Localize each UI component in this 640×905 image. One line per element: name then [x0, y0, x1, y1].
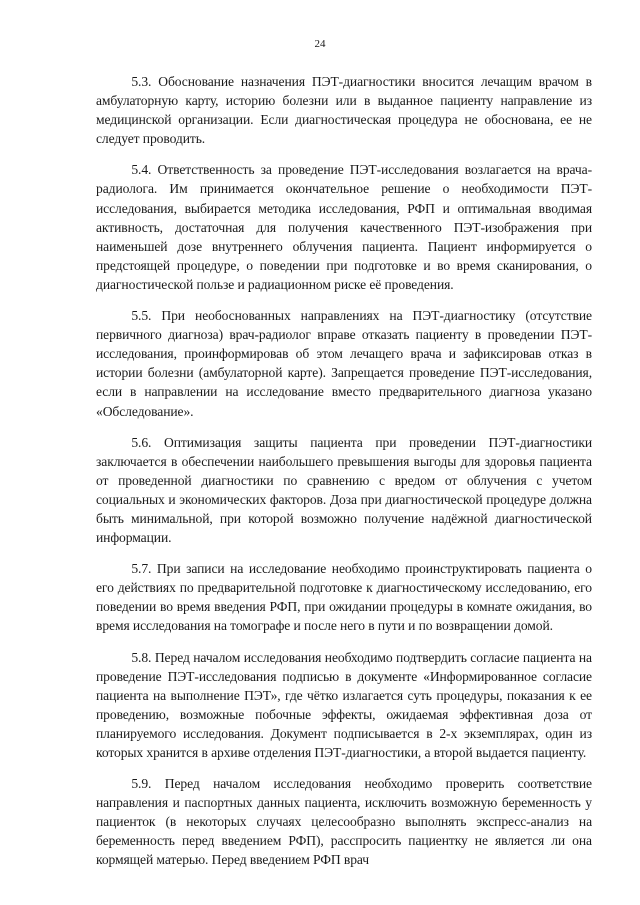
paragraph-5-5: 5.5. При необоснованных направлениях на ПЭТ-диагностику (отсутствие первичного диагноза) врач-радиолог вправе отказать пациенту в проведении ПЭТ-исследования, проинформировав об этом лечащего врача и зафиксировав отказ в истории болезни (амбулаторной карте). Запрещается проведение ПЭТ-исследования, если в направлении на исследование вместо предварительного диагноза указано «Обследование». [96, 308, 592, 419]
page-number: 24 [314, 38, 326, 50]
paragraph-5-8: 5.8. Перед началом исследования необходимо подтвердить согласие пациента на проведение ПЭТ-исследования подписью в документе «Информированное согласие пациента на выполнение ПЭТ», где чётко излагается суть процедуры, показания к ее проведению, возможные побочные эффекты, ожидаемая эффективная доза от планируемого исследования. Документ подписывается в 2-х экземплярах, один из которых хранится в архиве отделения ПЭТ-диагностики, а второй выдается пациенту. [96, 649, 592, 760]
paragraph-5-7: 5.7. При записи на исследование необходимо проинструктировать пациента о его действиях по предварительной подготовке к диагностическому исследованию, его поведении во время введения РФП, при ожидании процедуры в комнате ожидания, во время исследования на томографе и после него в пути и по возвращении домой. [96, 561, 592, 634]
document-body [96, 72, 592, 882]
paragraph-5-4: 5.4. Ответственность за проведение ПЭТ-исследования возлагается на врача-радиолога. Им принимается окончательное решение о необходимости ПЭТ-исследования, выбирается методика исследования, РФП и оптимальная вводимая активность, достаточная для получения качественного ПЭТ-изображения при наименьшей дозе внутреннего облучения пациента. Пациент информируется о предстоящей процедуре, о поведении при подготовке и во время сканирования, о диагностической пользе и радиационном риске её проведения. [96, 162, 592, 292]
paragraph-5-6: 5.6. Оптимизация защиты пациента при проведении ПЭТ-диагностики заключается в обеспечении наибольшего превышения выгоды для здоровья пациента от проведенной диагностики по сравнению с вредом от облучения с учетом социальных и экономических факторов. Доза при диагностической процедуре должна быть минимальной, при которой возможно получение надёжной диагностической информации. [96, 434, 592, 546]
paragraph-5-9: 5.9. Перед началом исследования необходимо проверить соответствие направления и паспортных данных пациента, исключить возможную беременность у пациенток (в некоторых случаях целесообразно выполнять экспресс-анализ на беременность перед введением РФП), расспросить пациентку не является ли она кормящей матерью. Перед введением РФП врач [96, 776, 592, 868]
paragraph-5-3: 5.3. Обоснование назначения ПЭТ-диагностики вносится лечащим врачом в амбулаторную карту, историю болезни или в выданное пациенту направление из медицинской организации. Если диагностическая процедура не обоснована, ее не следует проводить. [96, 74, 592, 147]
